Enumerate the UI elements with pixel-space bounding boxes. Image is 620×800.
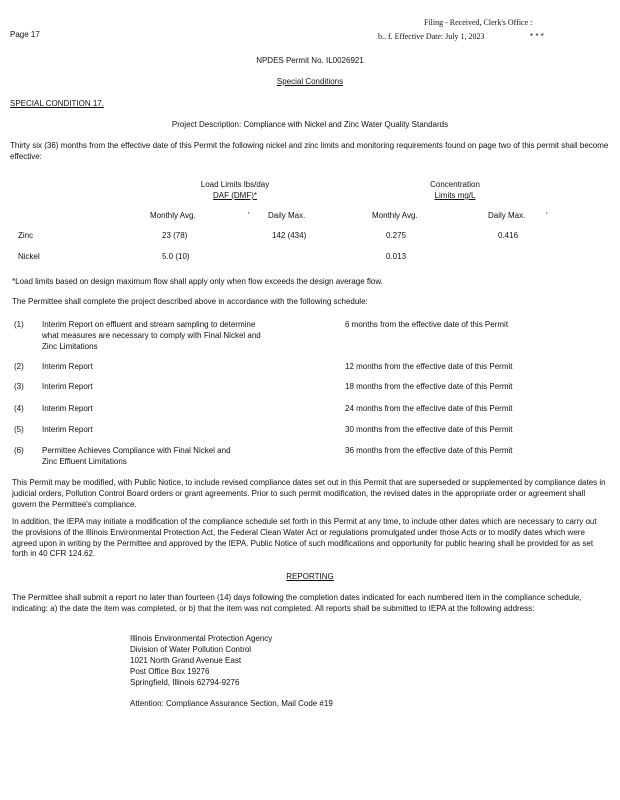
schedule-num: (6) [14,446,24,455]
schedule-when: 24 months from the effective date of this Permit [345,404,513,413]
address-line: Illinois Environmental Protection Agency [130,634,273,643]
col-tick: ' [248,211,250,220]
row-nickel-conc-monthly: 0.013 [386,252,407,261]
load-limits-header: Load Limits lbs/day [200,180,270,189]
col-conc-monthly: Monthly Avg. [372,211,418,220]
schedule-when: 6 months from the effective date of this Permit [345,320,509,329]
condition-title: Project Description: Compliance with Nickel and Zinc Water Quality Standards [171,120,449,129]
col-load-daily: Daily Max. [268,211,306,220]
schedule-num: (1) [14,320,24,329]
row-zinc-conc-monthly: 0.275 [386,231,407,240]
address-line: Springfield, Illinois 62794-9276 [130,678,240,687]
reporting-heading: REPORTING [286,572,334,581]
row-zinc-conc-daily: 0.416 [498,231,519,240]
addition-paragraph: In addition, the IEPA may initiate a modification of the compliance schedule set forth in this Permit at any time, to include other dates which are necessary to carry out the provisions of the Illinois Environmental Protection Act, the Federal Clean Water Act or regulations promulgated under those Acts or to modify dates which were agreed upon in writing by the Permittee and approved by the IEPA. Public Notice of such modifications and opportunity for public hearing shall be provided for as set forth in 40 CFR 124.62. [12,517,597,559]
filing-stamp: Filing - Received, Clerk's Office : [424,18,533,27]
schedule-intro: The Permittee shall complete the project described above in accordance with the following schedule: [12,297,368,306]
schedule-text: Interim Report [42,362,93,371]
intro-paragraph: Thirty six (36) months from the effective date of this Permit the following nickel and zinc limits and monitoring requirements found on page two of this permit shall become effective: [10,141,609,161]
filing-stamp-sub: b.. f. Effective Date: July 1, 2023 [378,32,485,41]
col-tick-2: ' [546,211,548,220]
schedule-num: (2) [14,362,24,371]
schedule-text: Interim Report [42,382,93,391]
col-load-monthly: Monthly Avg. [150,211,196,220]
schedule-num: (5) [14,425,24,434]
schedule-num: (3) [14,382,24,391]
schedule-when: 12 months from the effective date of this Permit [345,362,513,371]
schedule-text: Interim Report [42,404,93,413]
row-zinc-load-monthly: 23 (78) [162,231,188,240]
address-line: Division of Water Pollution Control [130,645,252,654]
col-conc-daily: Daily Max. [488,211,526,220]
attention-line: Attention: Compliance Assurance Section, Mail Code #19 [130,699,333,708]
stamp-marks: * * * [530,32,544,41]
schedule-text: Interim Report [42,425,93,434]
address-line: Post Office Box 19276 [130,667,210,676]
address-line: 1021 North Grand Avenue East [130,656,242,665]
row-zinc-load-daily: 142 (434) [272,231,307,240]
row-nickel-param: Nickel [18,252,40,261]
schedule-when: 30 months from the effective date of this Permit [345,425,513,434]
permit-number: NPDES Permit No. IL0026921 [256,56,364,65]
section-title: Special Conditions [276,77,344,86]
schedule-num: (4) [14,404,24,413]
footnote: *Load limits based on design maximum flow shall apply only when flow exceeds the design average flow. [12,277,383,286]
conc-limits-header: Concentration [430,180,480,189]
load-limits-sub: DAF (DMF)* [213,191,257,200]
schedule-text: Interim Report on effluent and stream sampling to determine what measures are necessary to comply with Final Nickel and Zinc Limitations [42,320,261,351]
condition-heading: SPECIAL CONDITION 17. [10,99,104,108]
schedule-when: 18 months from the effective date of this Permit [345,382,513,391]
page-label: Page 17 [10,30,40,39]
schedule-when: 36 months from the effective date of this Permit [345,446,513,455]
reporting-body: The Permittee shall submit a report no later than fourteen (14) days following the completion dates indicated for each numbered item in the compliance schedule, indicating: a) the date the item was completed, or b) that the item was not completed. All reports shall be submitted to IEPA at the following address: [12,593,582,613]
conc-limits-sub: Limits mg/L [434,191,476,200]
row-zinc-param: Zinc [18,231,34,240]
schedule-text: Permittee Achieves Compliance with Final Nickel and Zinc Effluent Limitations [42,446,231,466]
modification-paragraph: This Permit may be modified, with Public Notice, to include revised compliance dates set out in this Permit that are superseded or supplemented by compliance dates in judicial orders, Pollution Control Board orders or grant agreements. Prior to such permit modification, the revised dates in the appropriate order or agreement shall govern the Permittee's compliance. [12,478,606,509]
row-nickel-load-monthly: 5.0 (10) [162,252,190,261]
